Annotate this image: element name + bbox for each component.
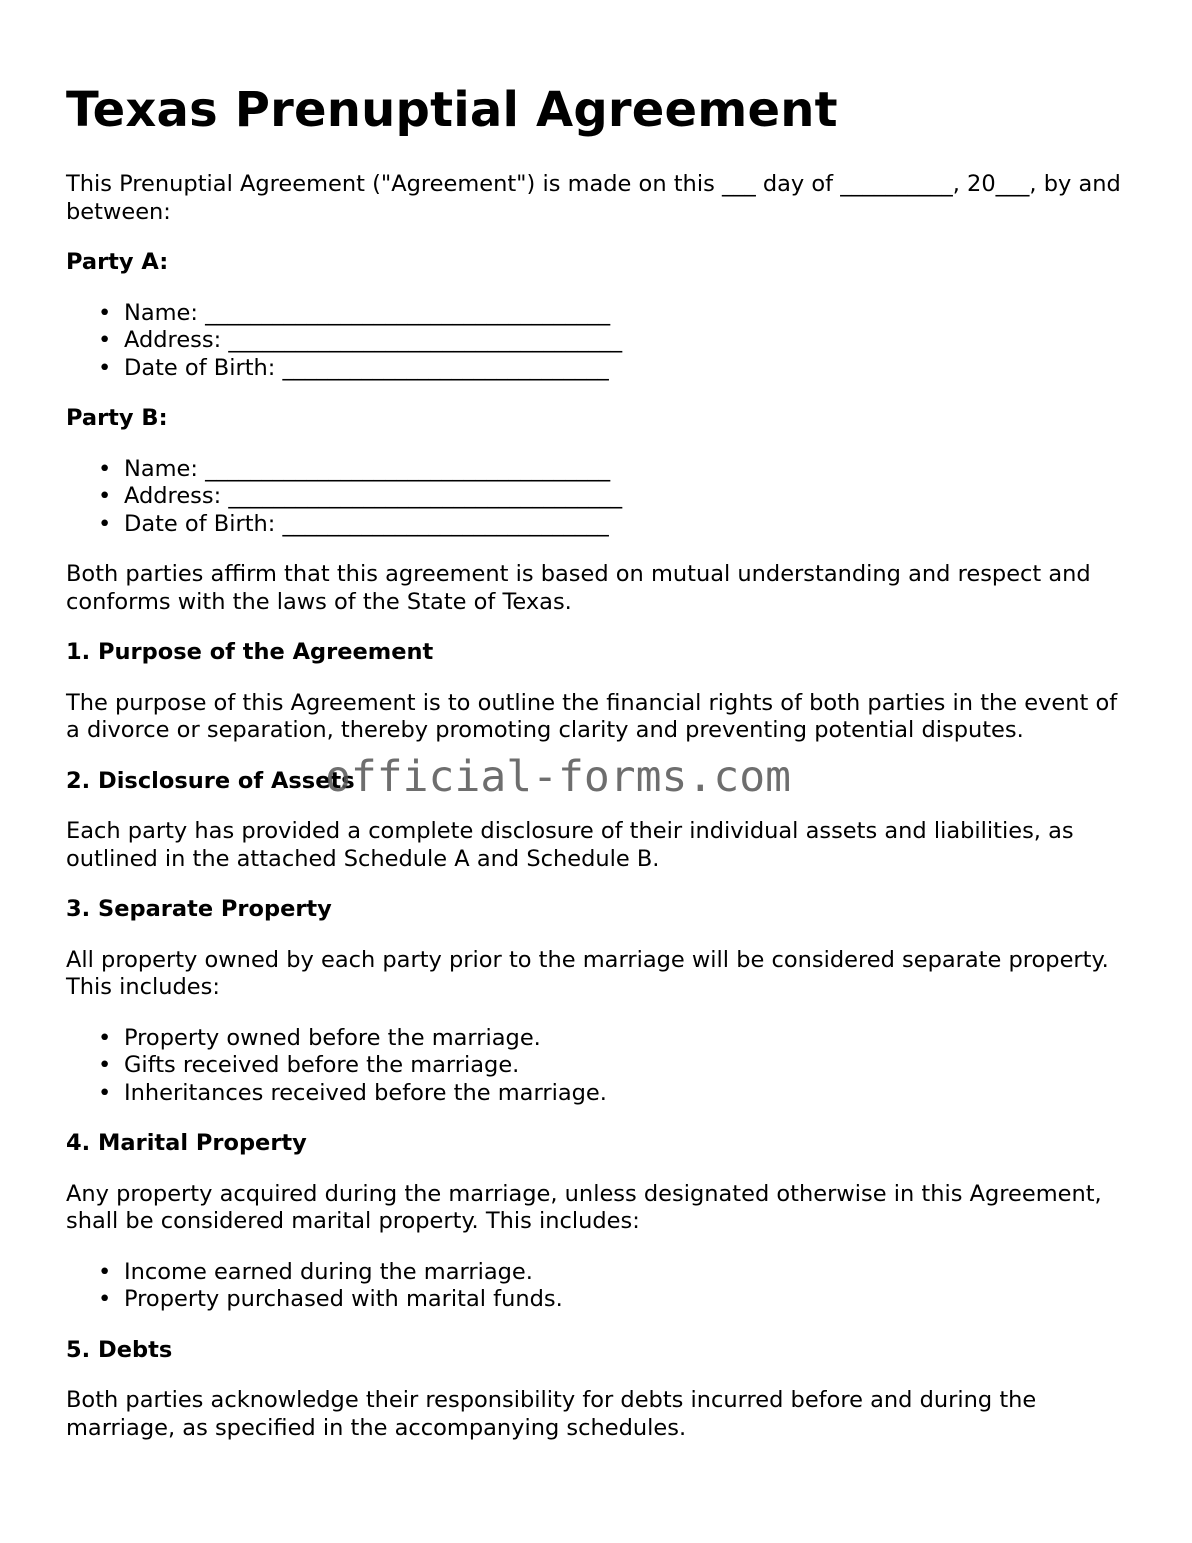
section-4-heading: 4. Marital Property (66, 1130, 307, 1156)
watermark: official-forms.com (325, 752, 791, 802)
list-item: • Inheritances received before the marriage. (98, 1079, 607, 1106)
section-4-list (66, 1259, 1136, 1314)
bullet-icon: • (98, 1258, 112, 1285)
section-2-body: Each party has provided a complete disclosure of their individual assets and liabilities, as outlined in the attached Schedule A and Schedule B. (66, 818, 1074, 872)
party-b-address-field: • Address: ___________________________________ (98, 483, 623, 509)
party-b-heading: Party B: (66, 405, 168, 431)
bullet-icon: • (98, 1286, 112, 1312)
section-2-heading: 2. Disclosure of Assets (66, 767, 355, 794)
section-5-heading: 5. Debts (66, 1336, 173, 1363)
bullet-icon: • (98, 455, 112, 482)
section-1-body: The purpose of this Agreement is to outline the financial rights of both parties in the event of a divorce or separation, thereby promoting clarity and preventing potential disputes. (66, 689, 1118, 743)
party-a-address-field: • Address: ___________________________________ (98, 327, 623, 353)
party-a-fields (66, 300, 1136, 383)
list-item: • Income earned during the marriage. (98, 1258, 533, 1285)
party-a-dob-field: • Date of Birth: _____________________________ (98, 354, 609, 381)
document-page (66, 78, 1136, 1465)
section-1-heading: 1. Purpose of the Agreement (66, 639, 434, 665)
section-3-list (66, 1025, 1136, 1108)
bullet-icon: • (98, 327, 112, 353)
bullet-icon: • (98, 299, 112, 326)
bullet-icon: • (98, 354, 112, 381)
list-item: • Gifts received before the marriage. (98, 1052, 520, 1078)
bullet-icon: • (98, 510, 112, 537)
section-3-body: All property owned by each party prior to the marriage will be considered separate property. This includes: (66, 946, 1109, 1000)
section-4-body: Any property acquired during the marriage, unless designated otherwise in this Agreement, shall be considered marital property. This includes: (66, 1180, 1102, 1234)
bullet-icon: • (98, 1024, 112, 1051)
party-b-fields (66, 456, 1136, 539)
section-3-heading: 3. Separate Property (66, 896, 332, 922)
bullet-icon: • (98, 1052, 112, 1078)
intro-paragraph: This Prenuptial Agreement ("Agreement") is made on this ___ day of __________, 20___, by and between: (66, 171, 1121, 225)
party-b-dob-field: • Date of Birth: _____________________________ (98, 510, 609, 537)
party-b-name-field: • Name: ____________________________________ (98, 455, 611, 482)
section-5-body: Both parties acknowledge their responsibility for debts incurred before and during the marriage, as specified in the accompanying schedules. (66, 1387, 1037, 1441)
document-title: Texas Prenuptial Agreement (66, 82, 838, 138)
party-a-name-field: • Name: ____________________________________ (98, 299, 611, 326)
bullet-icon: • (98, 1079, 112, 1106)
affirmation-paragraph: Both parties affirm that this agreement is based on mutual understanding and respect and conforms with the laws of the State of Texas. (66, 561, 1091, 615)
list-item: • Property owned before the marriage. (98, 1024, 541, 1051)
bullet-icon: • (98, 483, 112, 509)
list-item: • Property purchased with marital funds. (98, 1286, 563, 1312)
party-a-heading: Party A: (66, 249, 169, 275)
